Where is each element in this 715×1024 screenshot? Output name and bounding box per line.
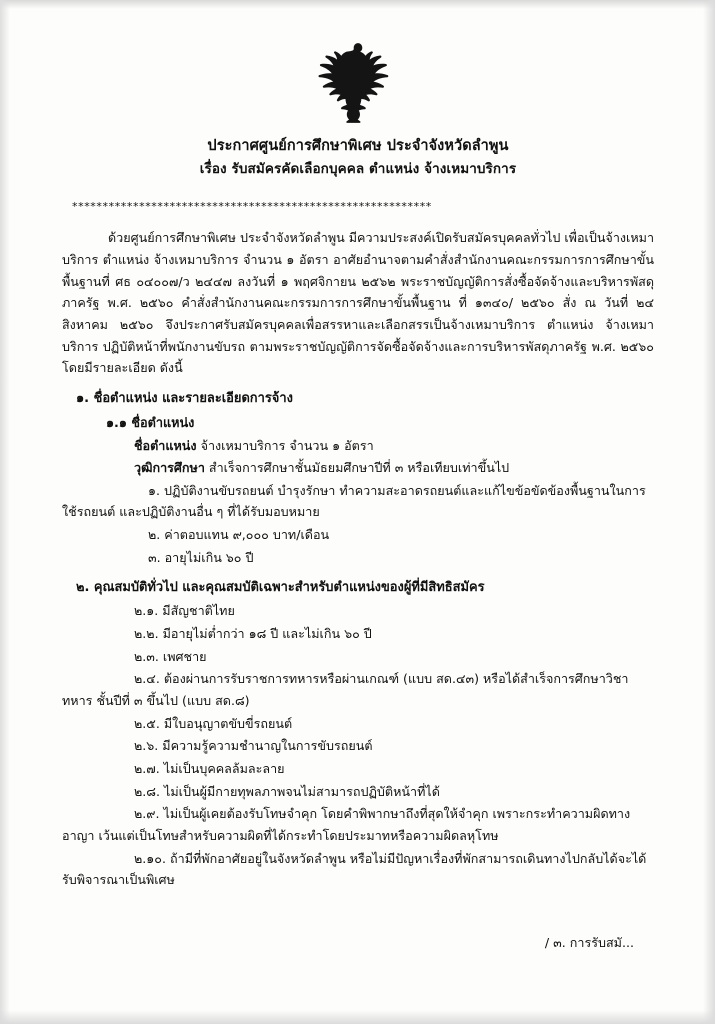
- field-position-value: จ้างเหมาบริการ จำนวน ๑ อัตรา: [200, 437, 374, 453]
- section-2-heading: ๒. คุณสมบัติทั่วไป และคุณสมบัติเฉพาะสำหรับตำแหน่งของผู้ที่มีสิทธิสมัคร: [76, 580, 485, 596]
- document-subtitle: เรื่อง รับสมัครคัดเลือกบุคคล ตำแหน่ง จ้างเหมาบริการ: [199, 161, 517, 178]
- qualification-item-1: ๒.๑. มีสัญชาติไทย: [134, 603, 235, 619]
- qualification-item-4: ๒.๔. ต้องผ่านการรับราชการทหารหรือผ่านเกณฑ์ (แบบ สด.๔๓) หรือได้สำเร็จการศึกษาวิชาทหาร ชั้นปีที่ ๓ ขึ้นไป (แบบ สด.๘): [62, 671, 629, 709]
- qualification-item-10: ๒.๑๐. ถ้ามีที่พักอาศัยอยู่ในจังหวัดลำพูน หรือไม่มีปัญหาเรื่องที่พักสามารถเดินทางไปกลับได้จะได้รับพิจารณาเป็นพิเศษ: [62, 850, 647, 888]
- qualification-item-6: ๒.๖. มีความรู้ความชำนาญในการขับรถยนต์: [134, 738, 373, 754]
- document-title: ประกาศศูนย์การศึกษาพิเศษ ประจำจังหวัดลำพูน: [207, 138, 509, 154]
- garuda-emblem-icon: [315, 38, 401, 124]
- qualification-item-8: ๒.๘. ไม่เป็นผู้มีกายทุพลภาพจนไม่สามารถปฏิบัติหน้าที่ได้: [134, 783, 440, 799]
- field-education-label: วุฒิการศึกษา: [134, 460, 205, 476]
- section-1-subheading: ๑.๑ ชื่อตำแหน่ง: [106, 414, 195, 430]
- field-education-value: สำเร็จการศึกษาชั้นมัธยมศึกษาปีที่ ๓ หรือเทียบเท่าขึ้นไป: [208, 460, 510, 476]
- qualification-item-9: ๒.๙. ไม่เป็นผู้เคยต้องรับโทษจำคุก โดยคำพิพากษาถึงที่สุดให้จำคุก เพราะกระทำความผิดทางอาญา เว้นแต่เป็นโทษสำหรับความผิดที่ได้กระทำโดยประมาทหรือความผิดลหุโทษ: [62, 806, 631, 843]
- star-divider: ***********************************************************: [72, 200, 432, 214]
- field-position: [62, 435, 654, 457]
- intro-paragraph: ด้วยศูนย์การศึกษาพิเศษ ประจำจังหวัดลำพูน มีความประสงค์เปิดรับสมัครบุคคลทั่วไป เพื่อเป็นจ้างเหมาบริการ ตำแหน่ง จ้างเหมาบริการ จำนวน ๑ อัตรา อาศัยอำนาจตามคำสั่งสำนักงานคณะกรรมการการศึกษาขั้นพื้นฐานที่ ศธ ๐๔๐๐๗/ว ๒๔๔๗ ลงวันที่ ๑ พฤศจิกายน ๒๕๖๒ พระราชบัญญัติการสั่งซื้อจัดจ้างและบริหารพัสดุภาครัฐ พ.ศ. ๒๕๖๐ คำสั่งสำนักงานคณะกรรมการการศึกษาขั้นพื้นฐาน ที่ ๑๓๔๐/ ๒๕๖๐ สั่ง ณ วันที่ ๒๔ สิงหาคม ๒๕๖๐ จึงประกาศรับสมัครบุคคลเพื่อสรรหาและเลือกสรรเป็นจ้างเหมาบริการ ตำแหน่ง จ้างเหมาบริการ ปฏิบัติหน้าที่พนักงานขับรถ ตามพระราชบัญญัติการจัดซื้อจัดจ้างและการบริหารพัสดุภาครัฐ พ.ศ. ๒๕๖๐ โดยมีรายละเอียด ดังนี้: [62, 230, 655, 376]
- qualification-item-3: ๒.๓. เพศชาย: [134, 648, 207, 664]
- document-content: [62, 30, 654, 990]
- qualification-item-7: ๒.๗. ไม่เป็นบุคคลล้มละลาย: [134, 760, 285, 776]
- duty-item-1: ๑. ปฏิบัติงานขับรถยนต์ บำรุงรักษา ทำความสะอาดรถยนต์และแก้ไขข้อขัดข้องพื้นฐานในการใช้รถยนต์ และปฏิบัติงานอื่น ๆ ที่ได้รับมอบหมาย: [62, 482, 646, 520]
- duty-item-2: ๒. ค่าตอบแทน ๙,๐๐๐ บาท/เดือน: [148, 527, 330, 543]
- qualification-item-5: ๒.๕. มีใบอนุญาตขับขี่รถยนต์: [134, 715, 293, 731]
- duty-item-3: ๓. อายุไม่เกิน ๖๐ ปี: [148, 549, 254, 565]
- field-position-label: ชื่อตำแหน่ง: [134, 437, 197, 453]
- page-continuation-note: / ๓. การรับสมั...: [544, 934, 634, 950]
- section-1-heading: ๑. ชื่อตำแหน่ง และรายละเอียดการจ้าง: [76, 390, 293, 406]
- field-education: [62, 457, 654, 479]
- qualification-item-2: ๒.๒. มีอายุไม่ต่ำกว่า ๑๘ ปี และไม่เกิน ๖๐ ปี: [134, 626, 372, 642]
- emblem-container: [62, 38, 654, 129]
